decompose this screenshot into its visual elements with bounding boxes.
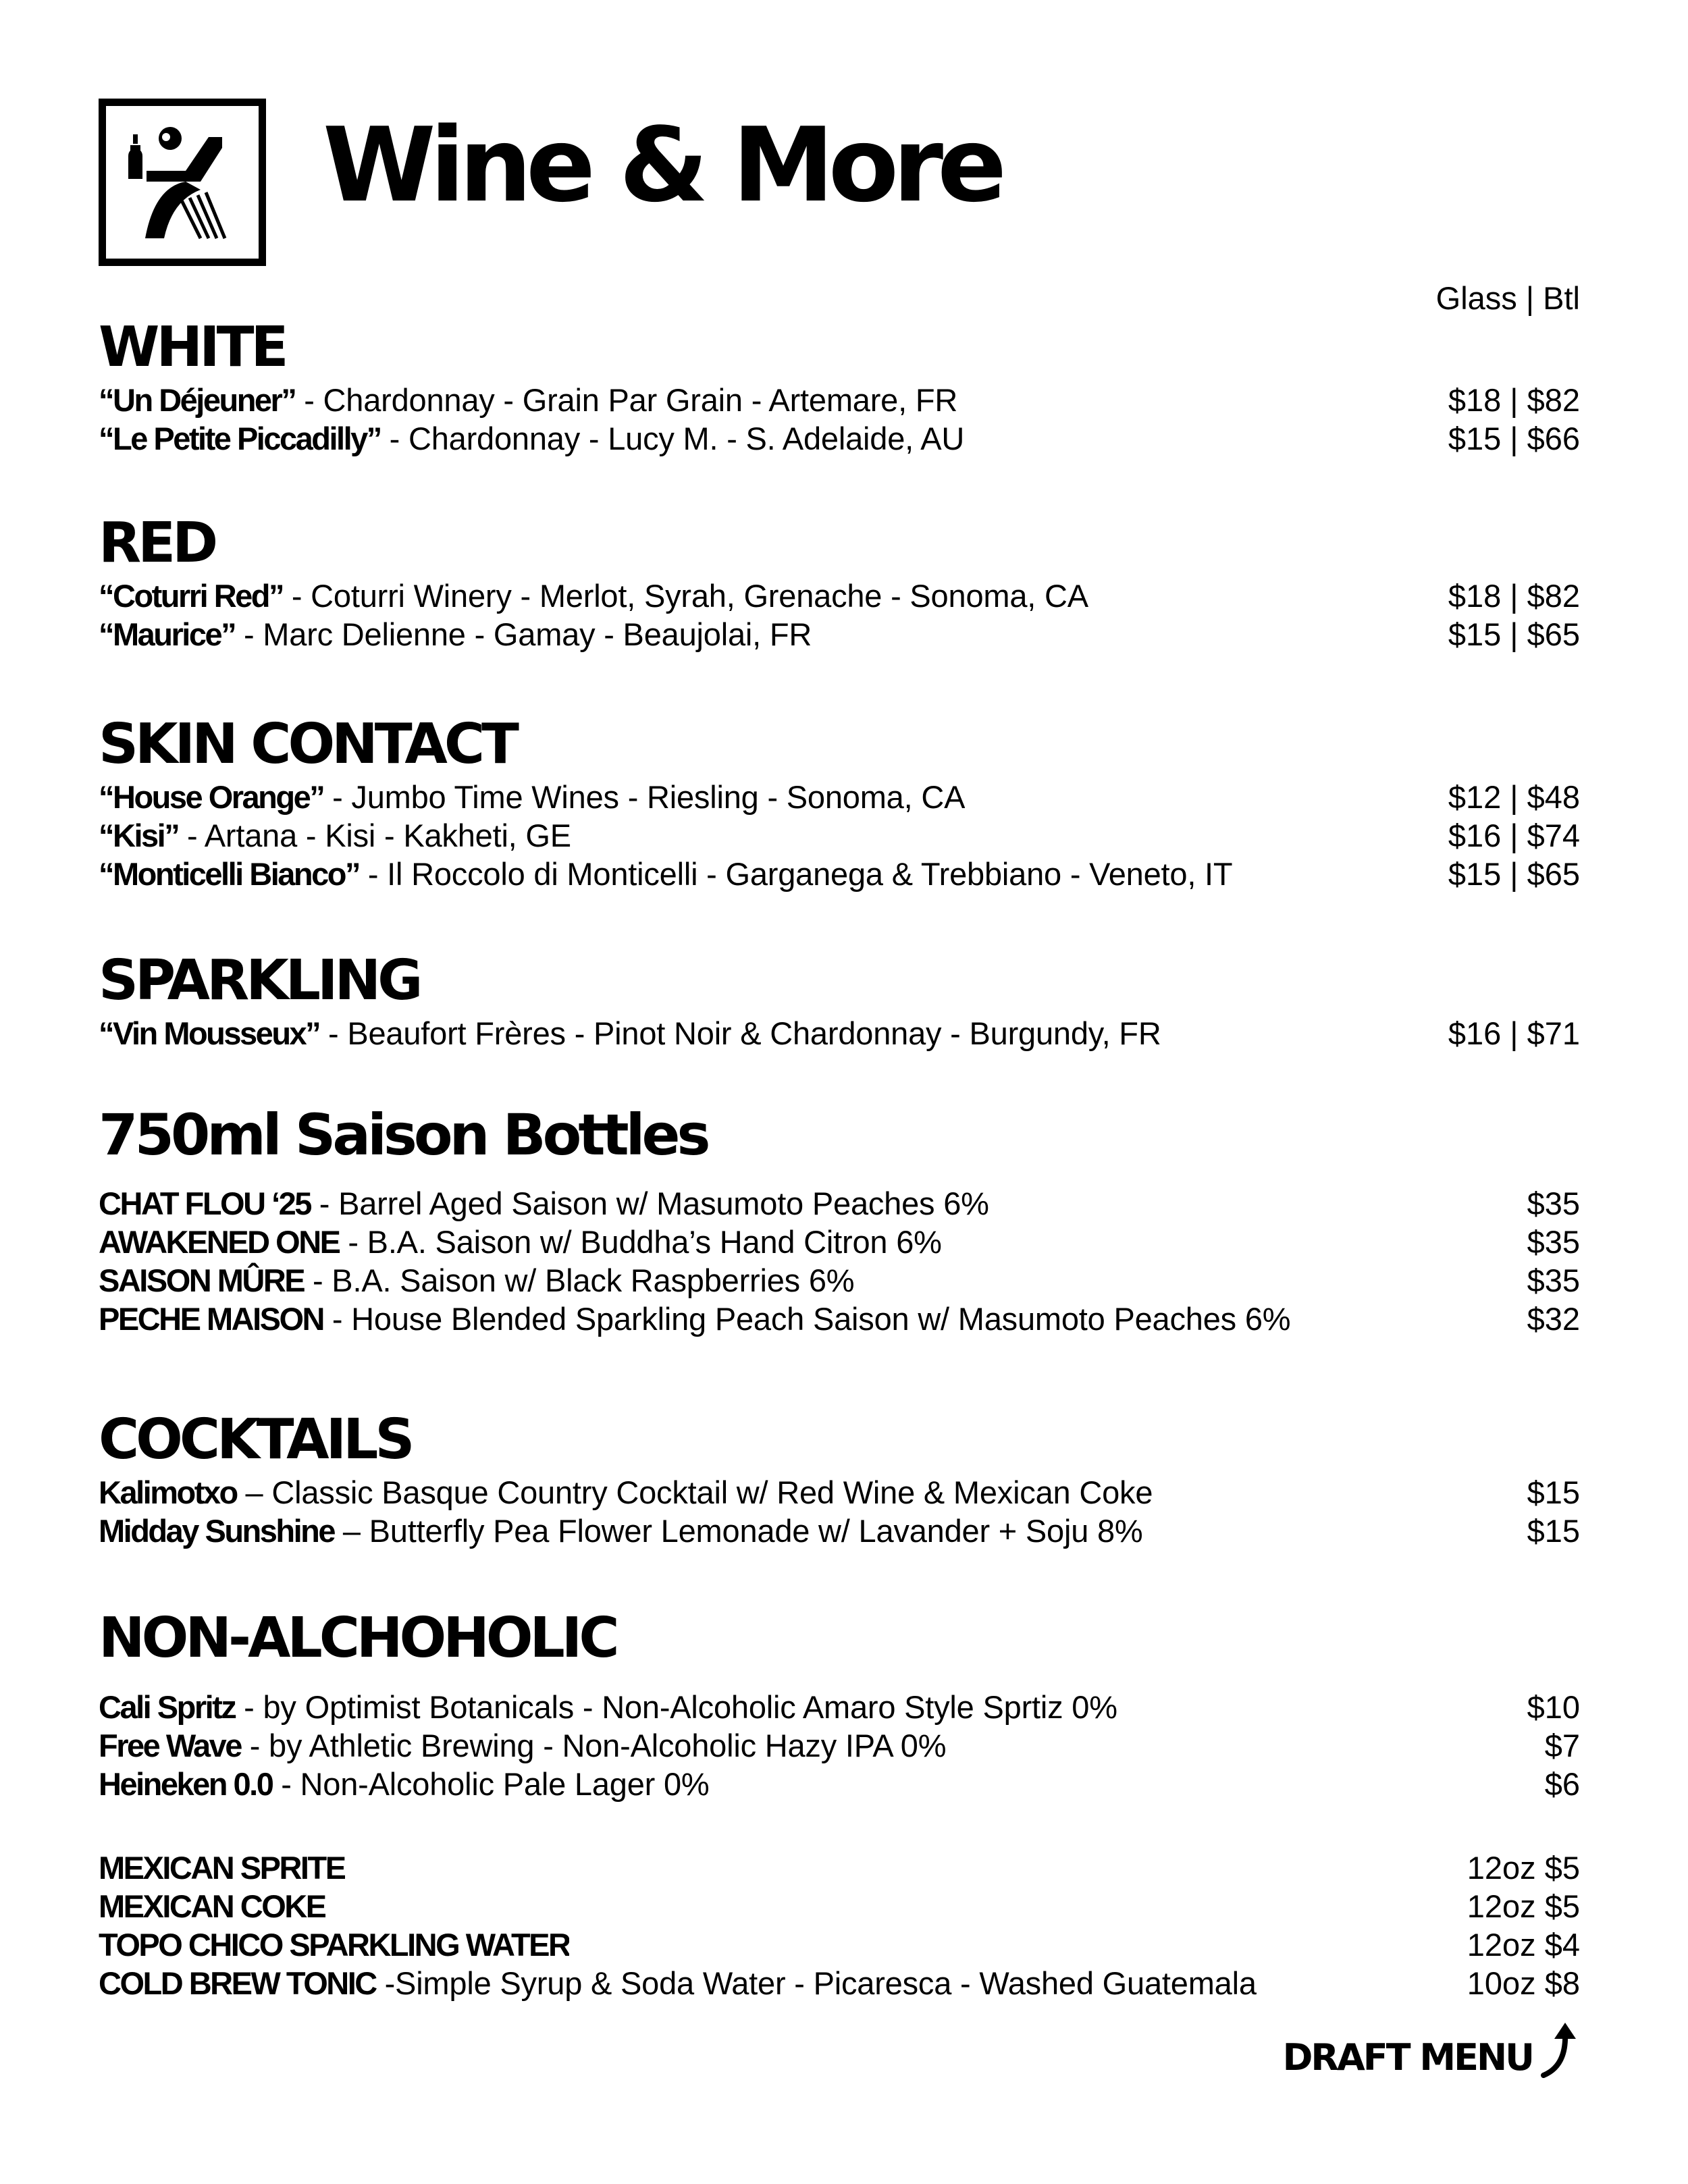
section-title: NON-ALCHOHOLIC: [99, 1606, 616, 1670]
item-description: - B.A. Saison w/ Buddha’s Hand Citron 6%: [339, 1224, 942, 1260]
list-item: [99, 855, 1580, 893]
wine-list: [99, 381, 1580, 458]
item-name: MEXICAN COKE: [99, 1888, 325, 1924]
item-description: - B.A. Saison w/ Black Raspberries 6%: [304, 1262, 855, 1298]
item-description: - Coturri Winery - Merlot, Syrah, Grenache - Sonoma, CA: [283, 578, 1088, 614]
list-item: [99, 419, 1580, 458]
soft-drink-list: [99, 1848, 1580, 2002]
list-item: [99, 1473, 1580, 1512]
item-name: SAISON MÛRE: [99, 1262, 305, 1298]
curved-arrow-up-right-icon: [1539, 2019, 1580, 2079]
section-non-alcoholic: [99, 1605, 1580, 1803]
item-description: - Beaufort Frères - Pinot Noir & Chardonnay - Burgundy, FR: [319, 1015, 1161, 1051]
section-saison-bottles: [99, 1102, 1580, 1338]
list-item: [99, 1688, 1580, 1726]
item-name: Free Wave: [99, 1728, 241, 1763]
draft-menu-link[interactable]: [1283, 2019, 1580, 2079]
item-name: Midday Sunshine: [99, 1513, 334, 1549]
item-description: - Chardonnay - Grain Par Grain - Artemare, FR: [295, 382, 958, 418]
item-name: “Un Déjeuner”: [99, 382, 296, 418]
item-name: “Maurice”: [99, 616, 236, 652]
brand-logo: [99, 99, 266, 266]
section-white: [99, 315, 1580, 458]
item-name: “Coturri Red”: [99, 578, 283, 614]
section-cocktails: [99, 1407, 1580, 1550]
section-title: COCKTAILS: [99, 1408, 412, 1472]
item-description: - Barrel Aged Saison w/ Masumoto Peaches 6%: [310, 1186, 989, 1221]
item-price: $16 | $74: [1448, 818, 1580, 853]
item-name: “Kisi”: [99, 818, 179, 853]
list-item: [99, 816, 1580, 855]
list-item: [99, 1848, 1580, 1887]
list-item: [99, 1887, 1580, 1925]
item-description: - Chardonnay - Lucy M. - S. Adelaide, AU: [380, 421, 965, 456]
item-price: $6: [1544, 1766, 1580, 1802]
section-title: RED: [99, 511, 215, 575]
list-item: [99, 1964, 1580, 2002]
list-item: [99, 1925, 1580, 1964]
item-description: - by Athletic Brewing - Non-Alcoholic Hazy IPA 0%: [240, 1728, 947, 1763]
item-price: $7: [1544, 1728, 1580, 1763]
item-name: Heineken 0.0: [99, 1766, 273, 1802]
item-name: MEXICAN SPRITE: [99, 1850, 345, 1886]
section-soft-drinks: [99, 1848, 1580, 2002]
item-price: $15: [1527, 1513, 1580, 1549]
item-price: $18 | $82: [1448, 382, 1580, 418]
item-name: AWAKENED ONE: [99, 1224, 340, 1260]
item-price: 12oz $5: [1467, 1850, 1580, 1886]
item-name: Kalimotxo: [99, 1474, 237, 1510]
item-name: “Monticelli Bianco”: [99, 856, 359, 892]
price-column-header: Glass | Btl: [1435, 280, 1580, 316]
item-price: $15: [1527, 1474, 1580, 1510]
section-title: 750ml Saison Bottles: [99, 1102, 708, 1168]
list-item: [99, 1184, 1580, 1223]
item-name: “House Orange”: [99, 779, 324, 815]
section-title: SKIN CONTACT: [99, 712, 516, 776]
item-price: 12oz $5: [1467, 1888, 1580, 1924]
item-description: - Il Roccolo di Monticelli - Garganega & Trebbiano - Veneto, IT: [359, 856, 1233, 892]
item-description: – Butterfly Pea Flower Lemonade w/ Lavander + Soju 8%: [334, 1513, 1143, 1549]
item-description: - House Blended Sparkling Peach Saison w/ Masumoto Peaches 6%: [323, 1301, 1291, 1337]
item-description: - by Optimist Botanicals - Non-Alcoholic Amaro Style Sprtiz 0%: [235, 1689, 1117, 1725]
item-price: $12 | $48: [1448, 779, 1580, 815]
cocktail-list: [99, 1473, 1580, 1550]
item-price: $15 | $65: [1448, 616, 1580, 652]
section-sparkling: [99, 948, 1580, 1053]
wine-list: [99, 577, 1580, 654]
item-description: - Non-Alcoholic Pale Lager 0%: [272, 1766, 710, 1802]
list-item: [99, 1300, 1580, 1338]
waiter-with-bottle-logo-icon: [106, 106, 259, 259]
item-price: $35: [1527, 1262, 1580, 1298]
brand-title: Wine & More: [323, 105, 1001, 225]
item-price: $15 | $65: [1448, 856, 1580, 892]
item-name: COLD BREW TONIC: [99, 1965, 376, 2001]
saison-list: [99, 1184, 1580, 1338]
item-price: 10oz $8: [1467, 1965, 1580, 2001]
section-skin-contact: [99, 712, 1580, 893]
item-price: $18 | $82: [1448, 578, 1580, 614]
item-name: PECHE MAISON: [99, 1301, 323, 1337]
item-price: $35: [1527, 1224, 1580, 1260]
item-description: - Artana - Kisi - Kakheti, GE: [178, 818, 571, 853]
item-name: “Le Petite Piccadilly”: [99, 421, 381, 456]
list-item: [99, 615, 1580, 654]
item-price: $10: [1527, 1689, 1580, 1725]
wine-list: [99, 1014, 1580, 1053]
list-item: [99, 1512, 1580, 1550]
item-description: - Marc Delienne - Gamay - Beaujolai, FR: [235, 616, 812, 652]
item-price: $16 | $71: [1448, 1015, 1580, 1051]
item-description: -Simple Syrup & Soda Water - Picaresca - Washed Guatemala: [375, 1965, 1257, 2001]
list-item: [99, 1223, 1580, 1261]
item-description: - Jumbo Time Wines - Riesling - Sonoma, CA: [323, 779, 966, 815]
list-item: [99, 381, 1580, 419]
item-description: – Classic Basque Country Cocktail w/ Red Wine & Mexican Coke: [236, 1474, 1153, 1510]
list-item: [99, 1726, 1580, 1765]
item-name: Cali Spritz: [99, 1689, 236, 1725]
non-alcoholic-list: [99, 1688, 1580, 1803]
list-item: [99, 1014, 1580, 1053]
wine-list: [99, 778, 1580, 893]
list-item: [99, 1765, 1580, 1803]
item-price: $32: [1527, 1301, 1580, 1337]
item-price: $15 | $66: [1448, 421, 1580, 456]
section-title: WHITE: [99, 315, 286, 379]
list-item: [99, 1261, 1580, 1300]
section-red: [99, 510, 1580, 654]
list-item: [99, 778, 1580, 816]
item-name: TOPO CHICO SPARKLING WATER: [99, 1927, 570, 1963]
item-price: $35: [1527, 1186, 1580, 1221]
item-price: 12oz $4: [1467, 1927, 1580, 1963]
item-name: “Vin Mousseux”: [99, 1015, 320, 1051]
draft-menu-label: DRAFT MENU: [1282, 2036, 1533, 2079]
item-name: CHAT FLOU ‘25: [99, 1186, 311, 1221]
list-item: [99, 577, 1580, 615]
section-title: SPARKLING: [99, 949, 420, 1013]
